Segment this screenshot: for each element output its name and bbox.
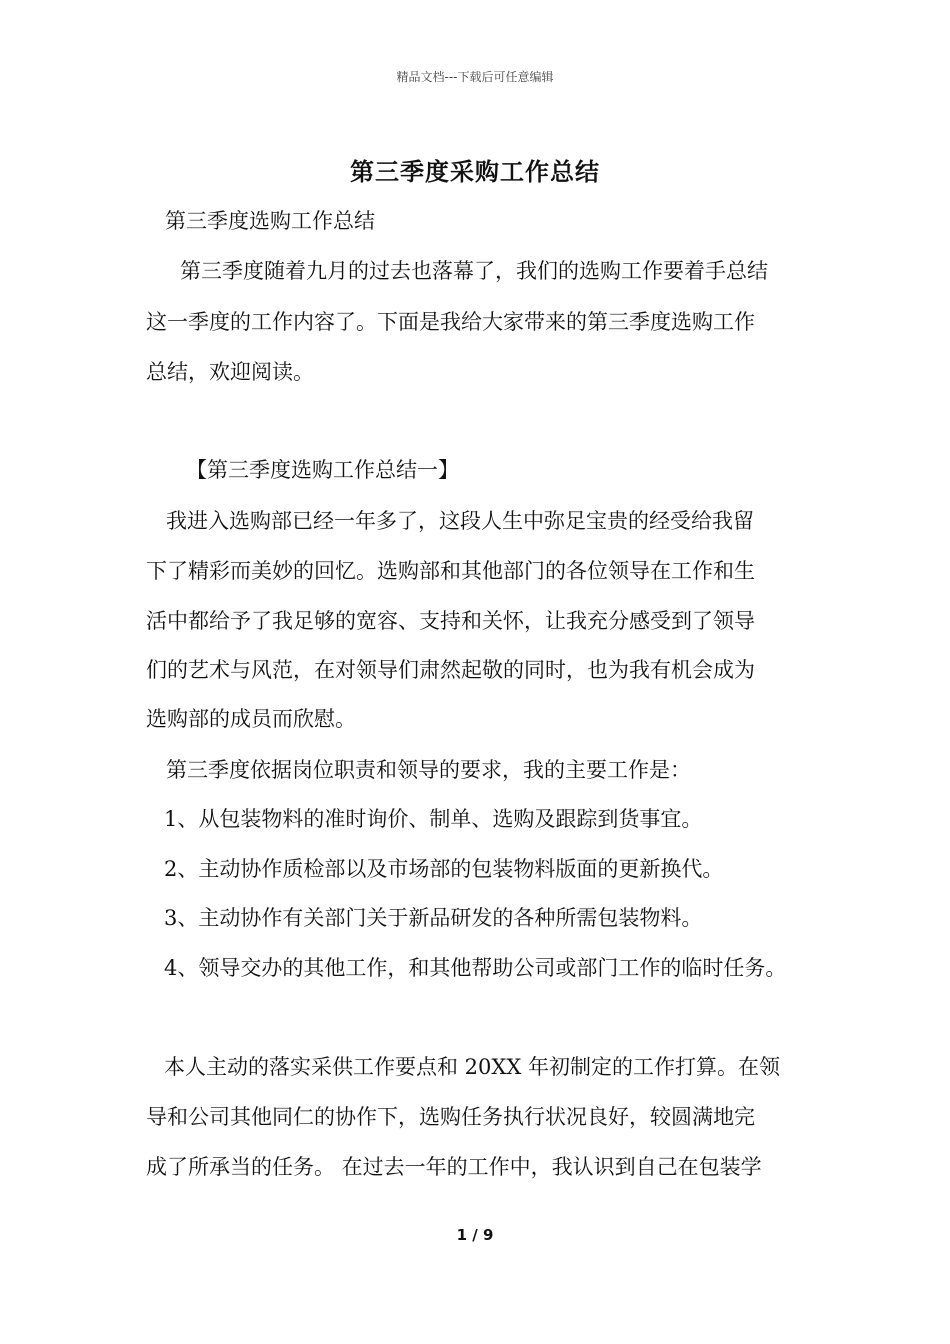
document-title: 第三季度采购工作总结	[350, 157, 600, 186]
list-item: 1、从包装物料的准时询价、制单、选购及跟踪到货事宜。	[164, 807, 703, 831]
section-heading: 【第三季度选购工作总结一】	[186, 458, 459, 482]
page-number: 1 / 9	[456, 1226, 494, 1244]
paragraph-line: 活中都给予了我足够的宽容、支持和关怀，让我充分感受到了领导	[146, 609, 755, 633]
paragraph-line: 成了所承当的任务。 在过去一年的工作中，我认识到自己在包装学	[146, 1155, 762, 1179]
paragraph-line: 本人主动的落实采供工作要点和 20XX 年初制定的工作打算。在领	[164, 1055, 780, 1079]
header-note: 精品文档---下载后可任意编辑	[396, 70, 554, 84]
paragraph-line: 下了精彩而美妙的回忆。选购部和其他部门的各位领导在工作和生	[146, 559, 755, 583]
paragraph-line: 选购部的成员而欣慰。	[146, 707, 356, 731]
list-item: 4、领导交办的其他工作，和其他帮助公司或部门工作的临时任务。	[164, 956, 787, 980]
paragraph-line: 第三季度依据岗位职责和领导的要求，我的主要工作是：	[166, 758, 691, 782]
paragraph-line: 们的艺术与风范，在对领导们肃然起敬的同时，也为我有机会成为	[146, 658, 755, 682]
list-item: 3、主动协作有关部门关于新品研发的各种所需包装物料。	[164, 906, 703, 930]
subtitle-line: 第三季度选购工作总结	[165, 209, 375, 233]
paragraph-line: 第三季度随着九月的过去也落幕了，我们的选购工作要着手总结	[180, 259, 768, 283]
paragraph-line: 总结，欢迎阅读。	[146, 360, 314, 384]
paragraph-line: 这一季度的工作内容了。下面是我给大家带来的第三季度选购工作	[146, 310, 755, 334]
list-item: 2、主动协作质检部以及市场部的包装物料版面的更新换代。	[164, 857, 724, 881]
paragraph-line: 我进入选购部已经一年多了，这段人生中弥足宝贵的经受给我留	[166, 509, 754, 533]
paragraph-line: 导和公司其他同仁的协作下，选购任务执行状况良好，较圆满地完	[146, 1105, 755, 1129]
